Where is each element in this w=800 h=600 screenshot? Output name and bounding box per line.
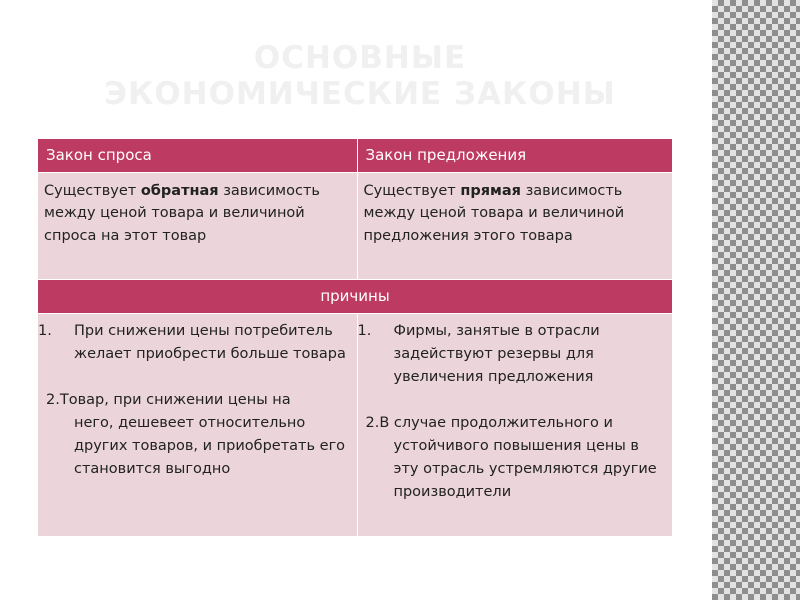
demand-reason-1-text: При снижении цены потребитель желает приобрести больше товара (74, 322, 346, 362)
demand-reasons (38, 313, 357, 536)
demand-reason-1 (38, 320, 351, 366)
table-row-reasons-header (38, 279, 672, 313)
demand-reason-2-first-line: 2.Товар, при снижении цены на (46, 391, 291, 408)
slide-title (60, 40, 660, 112)
header-supply-law: Закон предложения (357, 139, 672, 172)
table-header-row (38, 139, 672, 172)
supply-reasons (357, 313, 672, 536)
supply-reason-2-rest: устойчивого повышения цены в эту отрасль устремляются другие производители (393, 437, 657, 500)
supply-reason-1-number: 1. (357, 322, 372, 339)
supply-desc-bold: прямая (460, 182, 521, 199)
supply-desc-pre: Существует (363, 182, 461, 199)
supply-reason-1-text: Фирмы, занятые в отрасли задействуют резервы для увеличения предложения (393, 322, 600, 385)
demand-reason-2 (38, 389, 351, 481)
demand-desc-pre: Существует (44, 182, 141, 199)
supply-desc-post: зависимость между ценой товара и величиной предложения этого товара (363, 182, 625, 244)
reasons-header: причины (38, 279, 672, 313)
supply-reason-1 (358, 320, 667, 389)
demand-reason-2-rest: него, дешевеет относительно других товаров, и приобретать его становится выгодно (74, 414, 346, 477)
slide-title-line2: ЭКОНОМИЧЕСКИЕ ЗАКОНЫ (104, 76, 616, 112)
slide-title-line1: ОСНОВНЫЕ (253, 40, 467, 76)
demand-desc-bold: обратная (140, 182, 219, 199)
header-demand-law: Закон спроса (38, 139, 357, 172)
demand-desc-post: зависимость между ценой товара и величиной спроса на этот товар (44, 182, 320, 244)
supply-description (357, 172, 672, 279)
supply-reason-2-first-line: 2.В случае продолжительного и (365, 414, 613, 431)
table-row-description (38, 172, 672, 279)
table-row-reasons (38, 313, 672, 536)
demand-description (38, 172, 357, 279)
demand-reason-1-number: 1. (38, 322, 52, 339)
supply-reason-2 (358, 412, 667, 504)
decorative-checker-strip (712, 0, 800, 600)
laws-table (38, 139, 672, 536)
